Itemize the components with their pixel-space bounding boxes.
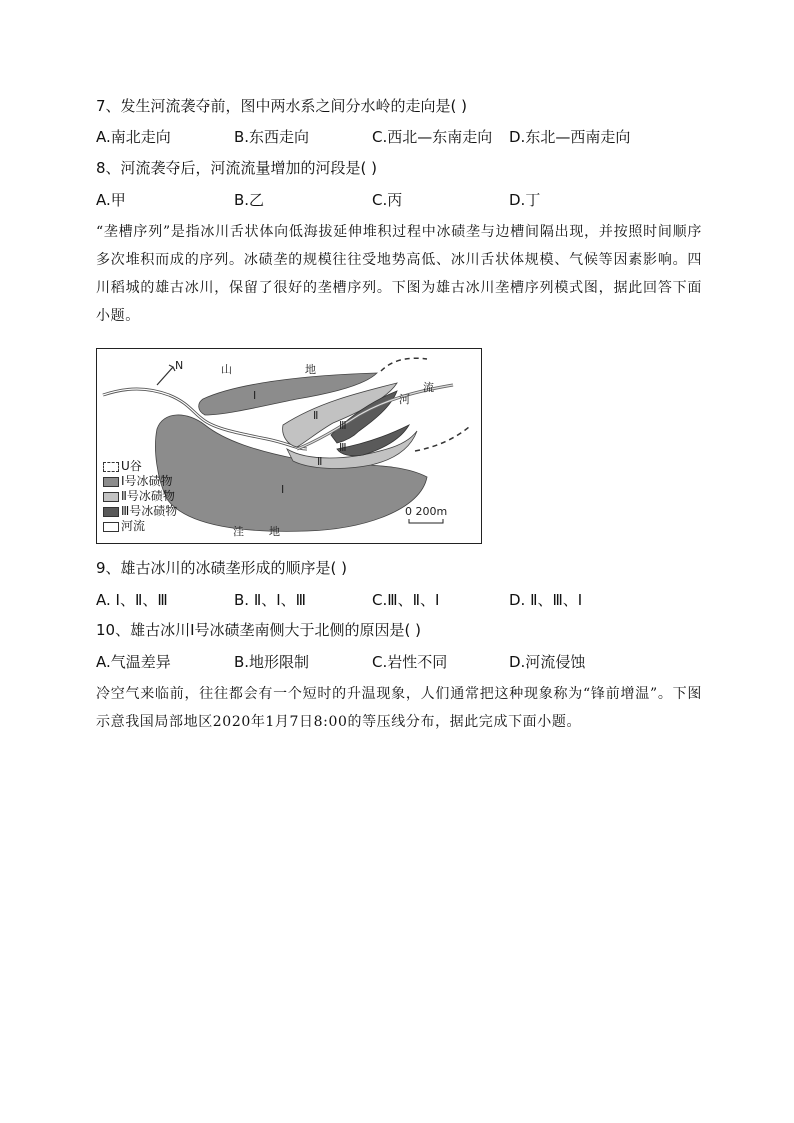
legend-moraine-ii: Ⅱ号冰碛物 [103,489,177,504]
scale-bar [409,519,443,523]
option-d: D.河流侵蚀 [509,653,586,671]
u-valley-swatch-icon [103,462,119,472]
lowland-label-2: 地 [269,525,280,538]
scale-label: 0 200m [405,505,448,518]
question-10: 10、雄古冰川Ⅰ号冰碛垄南侧大于北侧的原因是( ) [96,621,421,639]
north-arrow-icon [157,365,175,385]
moraine-ii-swatch-icon [103,492,119,502]
mountain-label-2: 地 [305,363,316,376]
option-a: A.气温差异 [96,653,171,671]
option-b: B.东西走向 [234,128,310,146]
question-7: 7、发生河流袭夺前，图中两水系之间分水岭的走向是( ) [96,97,468,115]
glacier-moraine-figure [96,348,482,544]
moraine-iii-north-mark: Ⅲ [339,419,347,432]
valley-dash-lower [415,427,469,451]
moraine-iii-south-mark: Ⅲ [339,441,347,454]
moraine-ii-north-mark: Ⅱ [313,409,319,422]
option-b: B.乙 [234,191,265,209]
option-a: A.甲 [96,191,126,209]
question-7-options [96,127,716,147]
lowland-label-1: 洼 [233,525,244,538]
question-9: 9、雄古冰川的冰碛垄形成的顺序是( ) [96,559,348,577]
option-c: C.岩性不同 [372,653,448,671]
legend-u-valley: U谷 [103,459,177,474]
option-c: C.Ⅲ、Ⅱ、Ⅰ [372,591,440,609]
option-b: B.地形限制 [234,653,310,671]
option-d: D.丁 [509,191,541,209]
legend-moraine-i: Ⅰ号冰碛物 [103,474,177,489]
moraine-i-south-mark: Ⅰ [281,483,285,496]
option-d: D. Ⅱ、Ⅲ、Ⅰ [509,591,583,609]
question-8-options [96,190,716,210]
option-c: C.西北—东南走向 [372,128,493,146]
figure-legend [103,459,177,534]
intro-paragraph-front-warming: 冷空气来临前，往往都会有一个短时的升温现象，人们通常把这种现象称为“锋前增温”。下图示意我国局部地区2020年1月7日8:00的等压线分布，据此完成下面小题。 [96,686,702,730]
river-label-1: 河 [399,393,410,406]
option-b: B. Ⅱ、Ⅰ、Ⅲ [234,591,306,609]
option-c: C.丙 [372,191,403,209]
question-10-options [96,652,716,672]
intro-paragraph-moraine: “垄槽序列”是指冰川舌状体向低海拔延伸堆积过程中冰碛垄与边槽间隔出现，并按照时间顺序多次堆积而成的序列。冰碛垄的规模往往受地势高低、冰川舌状体规模、气候等因素影响。四川稻城的雄古冰川，保留了很好的垄槽序列。下图为雄古冰川垄槽序列模式图，据此回答下面小题。 [96,224,702,324]
moraine-i-swatch-icon [103,477,119,487]
moraine-i-north-mark: Ⅰ [253,389,257,402]
legend-moraine-iii: Ⅲ号冰碛物 [103,504,177,519]
river-label-2: 流 [423,381,434,394]
option-d: D.东北—西南走向 [509,128,631,146]
question-8: 8、河流袭夺后，河流流量增加的河段是( ) [96,159,378,177]
option-a: A. Ⅰ、Ⅱ、Ⅲ [96,591,168,609]
question-9-options [96,590,716,610]
north-label: N [175,359,184,372]
moraine-ii-south-mark: Ⅱ [317,455,323,468]
legend-river: 河流 [103,519,177,534]
mountain-label-1: 山 [221,363,232,376]
river-swatch-icon [103,522,119,532]
moraine-iii-swatch-icon [103,507,119,517]
option-a: A.南北走向 [96,128,171,146]
valley-dash-upper [381,358,427,371]
